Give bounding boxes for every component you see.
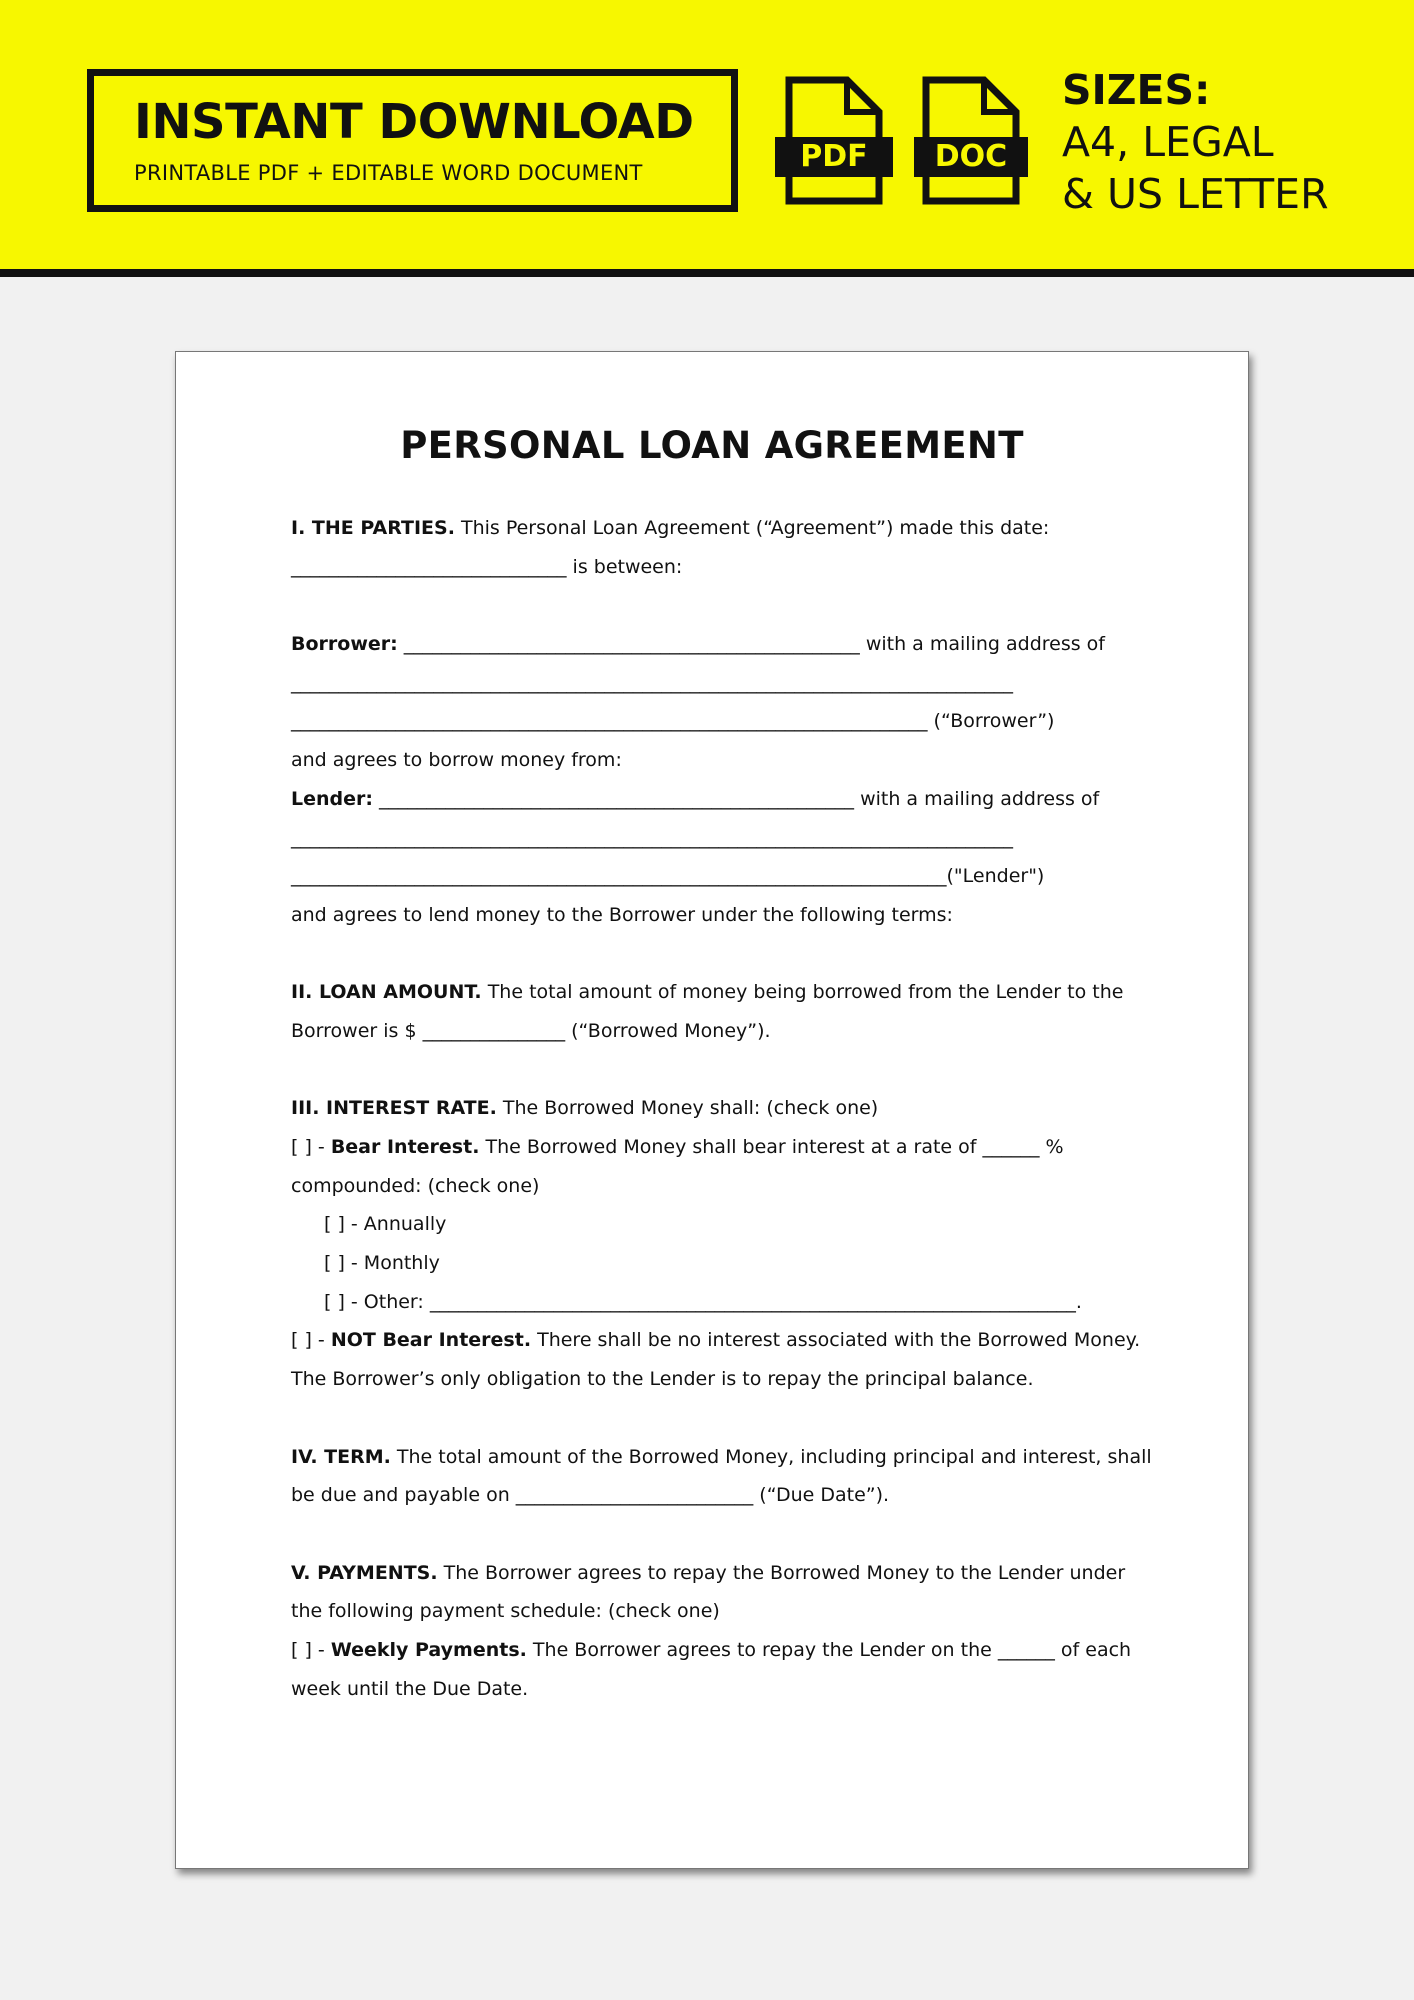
not-bear-interest-label: NOT Bear Interest. (330, 1329, 532, 1352)
spacer (291, 586, 1151, 625)
interest-line (291, 1089, 1151, 1128)
parties-text: This Personal Loan Agreement (“Agreement”) made this date: (454, 517, 1050, 539)
document-page (175, 351, 1249, 1869)
borrow-from-text: and agrees to borrow money from: (291, 749, 622, 772)
not-bear-interest-option (291, 1321, 1151, 1360)
borrower-line (291, 625, 1151, 664)
borrower-address-line-2: ___________________________________________________________________ (“Borrower”) (291, 710, 1055, 733)
interest-text: The Borrowed Money shall: (check one) (496, 1097, 879, 1120)
not-bear-interest-checkbox[interactable]: [ ] - (291, 1329, 331, 1352)
parties-line (291, 509, 1151, 548)
document-title: PERSONAL LOAN AGREEMENT (400, 424, 1024, 467)
lender-label: Lender: (291, 787, 373, 810)
lender-address-line-2: _____________________________________________________________________("Lender") (291, 865, 1045, 888)
bear-interest-checkbox[interactable]: [ ] - (291, 1136, 331, 1158)
other-option[interactable]: [ ] - Other: ____________________________________________________________________. (324, 1290, 1082, 1313)
sizes-heading: SIZES: (1062, 66, 1211, 114)
not-bear-interest-text: There shall be no interest associated with the Borrowed Money. (531, 1329, 1141, 1352)
weekly-payments-line-2: week until the Due Date. (291, 1677, 529, 1700)
annually-option[interactable]: [ ] - Annually (324, 1213, 447, 1236)
term-line (291, 1438, 1151, 1477)
download-subtitle: PRINTABLE PDF + EDITABLE WORD DOCUMENT (134, 161, 643, 185)
monthly-option[interactable]: [ ] - Monthly (324, 1252, 440, 1275)
weekly-payments-label: Weekly Payments. (330, 1638, 527, 1661)
compounded-text: compounded: (check one) (291, 1174, 540, 1197)
weekly-payments-text: The Borrower agrees to repay the Lender on the ______ of each (526, 1638, 1132, 1661)
doc-label: DOC (914, 137, 1028, 177)
weekly-payments-option (291, 1631, 1151, 1670)
payments-text: The Borrower agrees to repay the Borrowed Money to the Lender under (437, 1561, 1126, 1584)
pdf-file-icon (775, 76, 905, 206)
download-title: INSTANT DOWNLOAD (134, 94, 694, 150)
promo-banner (0, 0, 1414, 277)
spacer (291, 1399, 1151, 1438)
payment-schedule-text: the following payment schedule: (check one) (291, 1600, 720, 1623)
lender-address-line-1: ____________________________________________________________________________ (291, 826, 1013, 849)
loan-amount-heading: II. LOAN AMOUNT. (291, 981, 482, 1004)
lender-line (291, 780, 1151, 819)
loan-amount-line (291, 973, 1151, 1012)
bear-interest-text: The Borrowed Money shall bear interest at a rate of ______ % (479, 1136, 1064, 1158)
term-heading: IV. TERM. (291, 1445, 391, 1468)
document-body (291, 509, 1151, 1708)
date-blank-line: _____________________________ is between: (291, 555, 683, 578)
term-text: The total amount of the Borrowed Money, including principal and interest, shall (390, 1445, 1152, 1468)
spacer (291, 1515, 1151, 1554)
sizes-info (1062, 64, 1329, 220)
bear-interest-option (291, 1128, 1151, 1167)
sizes-line-2: & US LETTER (1062, 170, 1329, 218)
payments-heading: V. PAYMENTS. (291, 1561, 438, 1584)
sizes-line-1: A4, LEGAL (1062, 118, 1274, 166)
parties-heading: I. THE PARTIES. (291, 517, 455, 539)
spacer (291, 935, 1151, 974)
weekly-payments-checkbox[interactable]: [ ] - (291, 1638, 331, 1661)
bear-interest-label: Bear Interest. (330, 1136, 480, 1158)
loan-amount-text: The total amount of money being borrowed from the Lender to the (481, 981, 1124, 1004)
interest-heading: III. INTEREST RATE. (291, 1097, 497, 1120)
borrower-address-line-1: ____________________________________________________________________________ (291, 671, 1013, 694)
borrower-label: Borrower: (291, 633, 398, 656)
lender-blank: __________________________________________________ with a mailing address of (372, 787, 1100, 810)
lend-to-text: and agrees to lend money to the Borrower under the following terms: (291, 903, 953, 926)
payments-line (291, 1554, 1151, 1593)
spacer (291, 1051, 1151, 1090)
instant-download-box (87, 69, 738, 212)
loan-amount-blank-line: Borrower is $ _______________ (“Borrowed Money”). (291, 1019, 771, 1042)
due-date-line: be due and payable on _________________________ (“Due Date”). (291, 1484, 890, 1507)
principal-obligation-text: The Borrower’s only obligation to the Lender is to repay the principal balance. (291, 1368, 1034, 1391)
borrower-blank: ________________________________________________ with a mailing address of (397, 633, 1105, 656)
doc-file-icon (912, 76, 1042, 206)
pdf-label: PDF (775, 137, 893, 177)
